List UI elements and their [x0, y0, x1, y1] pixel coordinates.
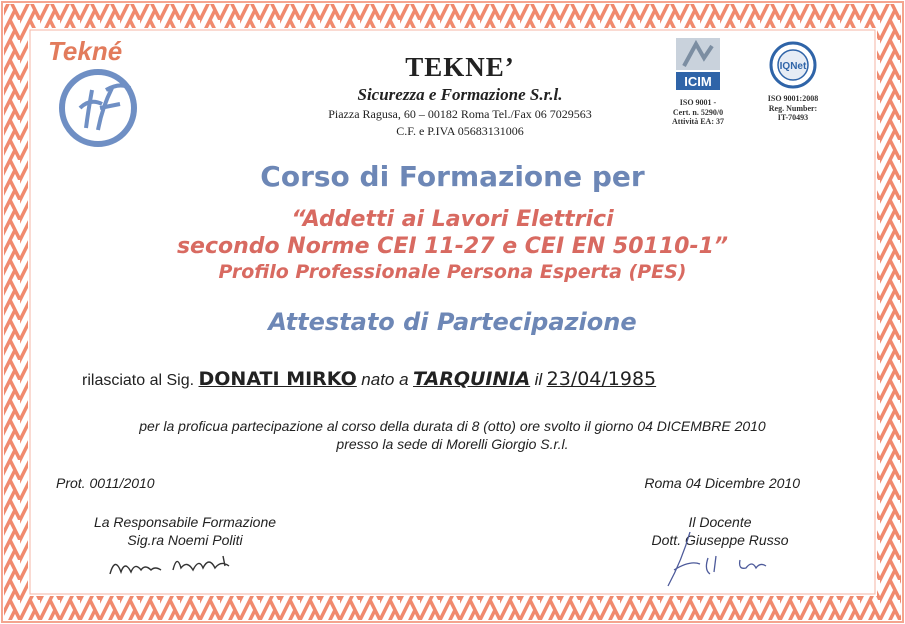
attestation-title: Attestato di Partecipazione	[268, 308, 637, 336]
left-signatory-role: La Responsabile Formazione	[93, 514, 277, 530]
icim-logo-icon	[674, 36, 722, 94]
left-signature	[105, 548, 255, 582]
course-heading: Corso di Formazione per	[260, 160, 645, 193]
right-signatory-name: Dott. Giuseppe Russo	[651, 532, 789, 548]
right-signatory-role: Il Docente	[688, 514, 752, 530]
left-signatory	[70, 513, 300, 549]
iqnet-certification	[755, 40, 831, 123]
place-and-date: Roma 04 Dicembre 2010	[644, 475, 800, 491]
left-signatory-name: Sig.ra Noemi Politi	[127, 532, 243, 548]
birth-date: 23/04/1985	[546, 368, 657, 390]
right-signature	[660, 530, 800, 590]
cert-line: ISO 9001:2008	[767, 94, 819, 103]
course-title-line1: “Addetti ai Lavori Elettrici	[291, 207, 614, 232]
iqnet-mark-text: IQNet	[779, 61, 807, 72]
birth-date-label: il	[534, 370, 543, 389]
born-label: nato a	[361, 370, 409, 389]
cert-line: IT-70493	[777, 113, 809, 122]
company-name: TEKNE’	[405, 52, 515, 82]
company-subtitle: Sicurezza e Formazione S.r.l.	[357, 85, 563, 104]
logo-wordmark: Tekné	[48, 36, 123, 66]
company-address: Piazza Ragusa, 60 – 00182 Roma Tel./Fax 06 7029563	[328, 107, 592, 121]
company-tax-id: C.F. e P.IVA 05683131006	[396, 124, 524, 138]
cert-line: Attività EA: 37	[672, 117, 724, 126]
birth-place: TARQUINIA	[413, 368, 531, 390]
company-header	[290, 52, 630, 139]
icim-mark-text: ICIM	[684, 74, 712, 89]
cert-line: Cert. n. 5290/0	[672, 107, 724, 117]
cert-line: ISO 9001 -	[679, 98, 717, 107]
description-line2: presso la sede di Morelli Giorgio S.r.l.	[336, 436, 569, 452]
recipient-prefix: rilasciato al Sig.	[82, 372, 195, 389]
cert-line: Reg. Number:	[768, 103, 818, 113]
tekne-logo	[40, 38, 152, 150]
recipient-name: DONATI MIRKO	[198, 368, 357, 390]
protocol-number: Prot. 0011/2010	[56, 475, 155, 491]
course-description	[0, 417, 905, 453]
description-line1: per la proficua partecipazione al corso della durata di 8 (otto) ore svolto il giorno 04 DICEMBRE 2010	[139, 418, 766, 434]
recipient-line	[82, 368, 842, 390]
course-title	[0, 206, 905, 284]
course-title-line2: secondo Norme CEI 11-27 e CEI EN 50110-1”	[176, 234, 729, 259]
icim-certification	[666, 36, 730, 127]
course-profile: Profilo Professionale Persona Esperta (PES)	[218, 261, 687, 283]
iqnet-logo-icon	[768, 40, 818, 90]
